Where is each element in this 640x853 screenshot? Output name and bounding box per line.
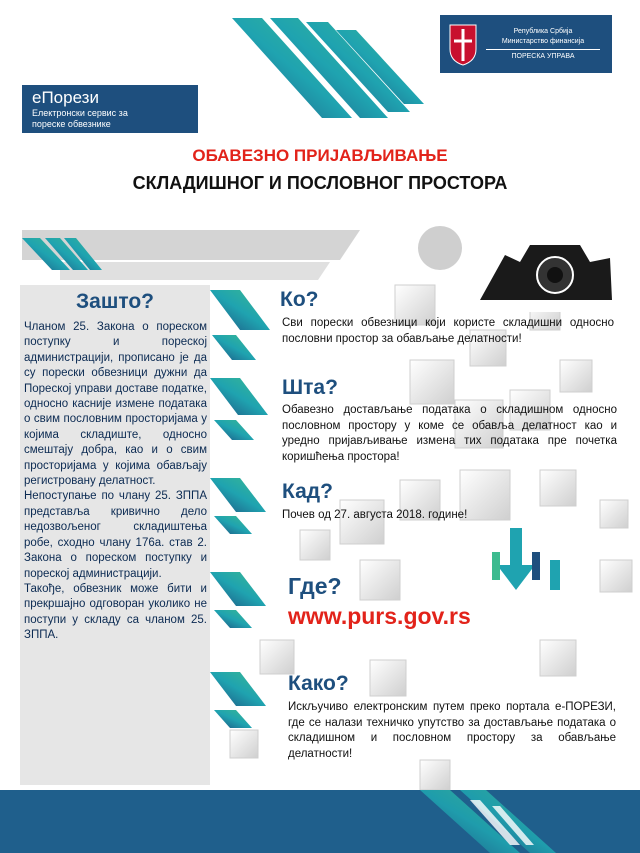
ministry-logo	[440, 15, 612, 73]
eporezi-logo	[22, 85, 198, 133]
why-paragraph-1: Чланом 25. Закона о пореском поступку и пореској администрацији, прописано је да су порески обвезници дужни да Пореској управи доставе податке, односно касније измене података о свим пословним просторијама у којима складиште, односно смештају добра, као и о свим просторијама у којима обављају регистровану делатност.	[24, 321, 207, 488]
what-heading: Шта?	[282, 376, 338, 399]
top-stripes	[232, 18, 424, 118]
brand-name: еПорези	[32, 88, 99, 107]
when-text: Почев од 27. августа 2018. године!	[282, 509, 468, 521]
photographer-illustration	[470, 232, 618, 312]
ministry-line2: Министарство финансија	[501, 37, 585, 45]
why-body	[24, 320, 207, 644]
download-arrow-icon	[492, 528, 560, 590]
how-text: Искључиво електронским путем преко портала е-ПОРЕЗИ, где се налази техничко упутство за достављање података о складишном и пословном простору за обављање делатности!	[288, 701, 616, 760]
brand-sub-line1: Електронски сервис за	[32, 108, 128, 118]
why-heading: Зашто?	[75, 290, 154, 313]
where-heading: Где?	[288, 573, 342, 599]
title-line2: СКЛАДИШНОГ И ПОСЛОВНОГ ПРОСТОРА	[132, 173, 508, 193]
coat-of-arms-icon	[446, 21, 480, 67]
ministry-line3: ПОРЕСКА УПРАВА	[511, 52, 575, 60]
ministry-divider	[486, 49, 600, 50]
ministry-line1: Република Србија	[513, 27, 573, 35]
why-paragraph-3: Такође, обвезник може бити и прекршајно одговоран уколико не поступи у складу са чланом 25. ЗППА.	[24, 582, 207, 642]
who-heading: Ко?	[280, 288, 319, 311]
what-text: Обавезно достављање података о складишном односно пословном простору у коме се обавља делатност као и уредно пријављивање измена тих података пре почетка коришћења простора!	[282, 404, 617, 463]
how-heading: Како?	[288, 672, 349, 695]
why-paragraph-2: Непоступање по члану 25. ЗППА представља кривично дело недозвољеног складиштења робе, сходно члану 176а. став 2. Закона о пореском поступку и пореској администрацији.	[24, 490, 207, 580]
brand-sub-line2: пореске обвезнике	[32, 119, 111, 129]
who-text: Сви порески обвезници који користе складишни односно пословни простор за обављање делатности!	[282, 317, 614, 345]
title-line1: ОБАВЕЗНО ПРИЈАВЉИВАЊЕ	[192, 146, 448, 165]
when-heading: Кад?	[282, 480, 333, 503]
website-link[interactable]: www.purs.gov.rs	[288, 603, 471, 629]
